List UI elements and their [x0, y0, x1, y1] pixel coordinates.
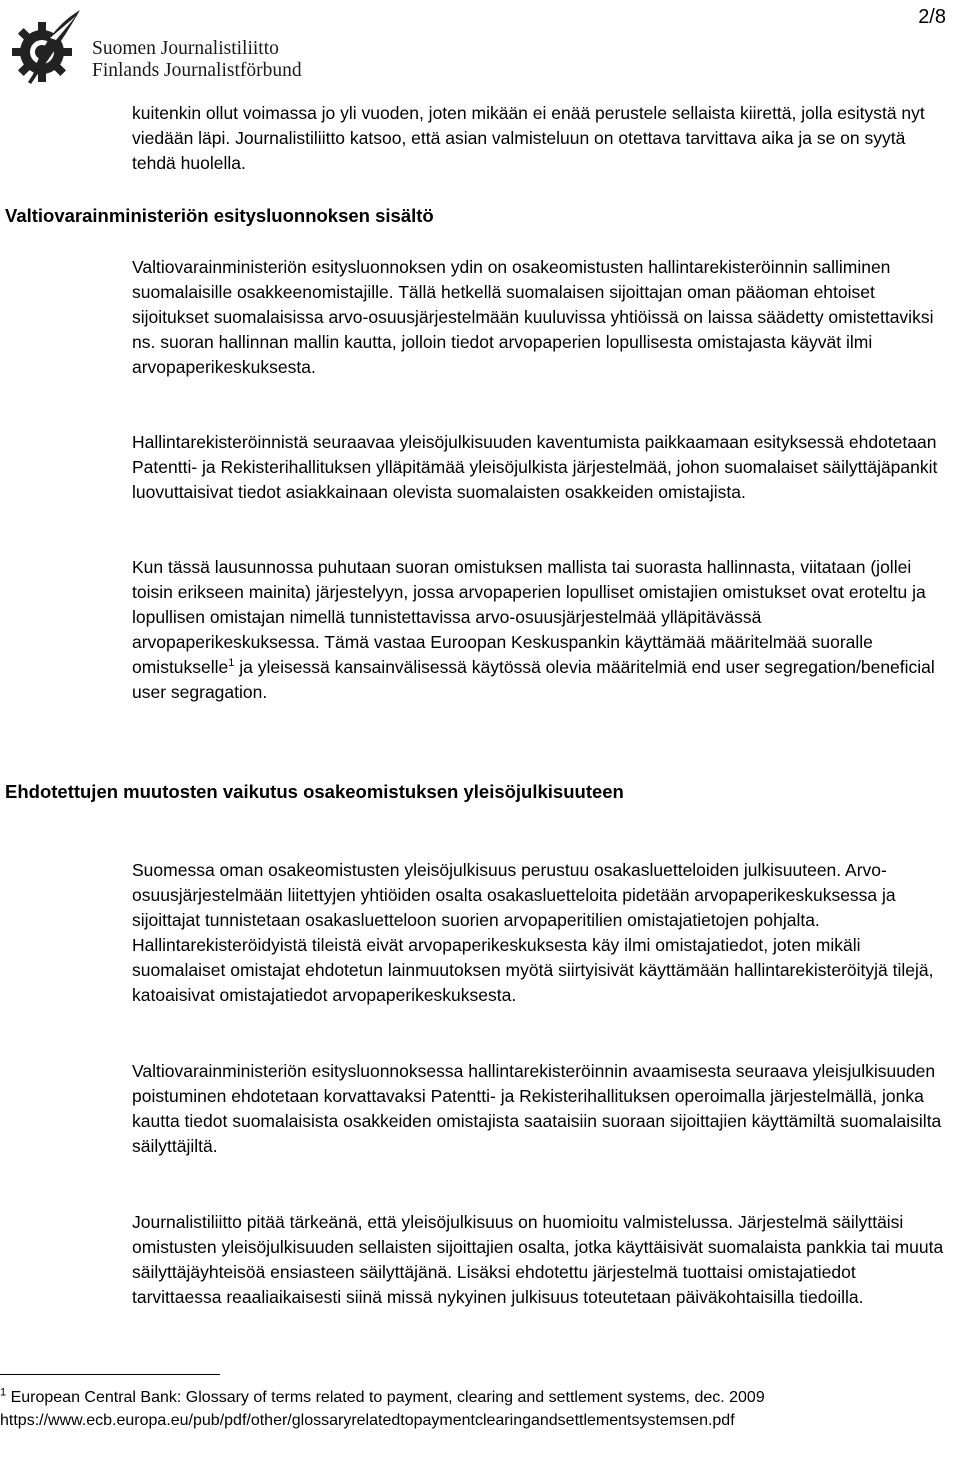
- paragraph: Suomessa oman osakeomistusten yleisöjulkisuus perustuu osakasluetteloiden julkisuuteen. Arvo-osuusjärjestelmään liitettyjen yhtiöiden osalta osakasluetteloita pidetään arvopaperikeskuksessa ja sijoittajat tunnistetaan osakasluetteloon suorien arvopaperitilien omistajatietojen pohjalta. Hallintarekisteröidyistä tileistä eivät arvopaperikeskuksesta käy ilmi omistajatiedot, joten mikäli suomalaiset omistajat ehdotetun lainmuutoksen myötä siirtyisivät käyttämään hallintarekisteröityjä tilejä, katoaisivat omistajatiedot arvopaperikeskuksesta.: [132, 860, 934, 1005]
- footnote-divider: [0, 1374, 220, 1375]
- footnote-reference[interactable]: 1: [228, 657, 235, 670]
- organization-logo: [10, 8, 340, 88]
- paragraph-text: Kun tässä lausunnossa puhutaan suoran omistuksen mallista tai suorasta hallinnasta, viitataan (jollei toisin erikseen mainita) järjestelyyn, jossa arvopaperien lopulliset omistajien omistukset ovat eroteltu ja lopullisen omistajan nimellä tunnistettavissa arvo-osuusjärjestelmää ylläpitävässä arvopaperikeskuksessa. Tämä vastaa Euroopan Keskuspankin käyttämää määritelmää suoralle omistukselle: [132, 557, 926, 677]
- footnote: [0, 1386, 955, 1432]
- footnote-link[interactable]: https://www.ecb.europa.eu/pub/pdf/other/glossaryrelatedtopaymentclearingandsettlementsystemsen.pdf: [0, 1412, 735, 1429]
- logo-text-swedish: Finlands Journalistförbund: [92, 60, 302, 81]
- paragraph: Journalistiliitto pitää tärkeänä, että yleisöjulkisuus on huomioitu valmistelussa. Järjestelmä säilyttäisi omistusten yleisöjulkisuuden sellaisten sijoittajien osalta, jotka käyttäisivät suomalaista pankkia tai muuta säilyttäjäyhteisöä ensiasteen säilyttäjänä. Lisäksi ehdotettu järjestelmä tuottaisi omistajatiedot tarvittaessa reaaliaikaisesti siinä missä nykyinen julkisuus toteutetaan päiväkohtaisilla tiedoilla.: [132, 1212, 944, 1307]
- paragraph-text: ja yleisessä kansainvälisessä käytössä olevia määritelmiä end user segregation/beneficial user segragation.: [132, 657, 935, 702]
- quill-emblem-icon: [10, 8, 82, 84]
- paragraph: Valtiovarainministeriön esitysluonnoksen ydin on osakeomistusten hallintarekisteröinnin salliminen suomalaisille osakkeenomistajille. Tällä hetkellä suomalaisen sijoittajan oman pääoman ehtoiset sijoitukset suomalaisissa arvo-osuusjärjestelmään kuuluvissa yhtiöissä on laissa säädetty omistettaviksi ns. suoran hallinnan mallin kautta, jolloin tiedot arvopaperien lopullisesta omistajasta käyvät ilmi arvopaperikeskuksesta.: [132, 257, 934, 377]
- intro-paragraph: kuitenkin ollut voimassa jo yli vuoden, joten mikään ei enää perustele sellaista kiirettä, jolla esitystä nyt viedään läpi. Journalistiliitto katsoo, että asian valmisteluun on otettava tarvittava aika ja se on syytä tehdä huolella.: [132, 103, 925, 173]
- paragraph-with-footnote: [132, 555, 948, 705]
- footnote-marker: 1: [0, 1386, 7, 1399]
- paragraph: Hallintarekisteröinnistä seuraavaa yleisöjulkisuuden kaventumista paikkaamaan esityksessä ehdotetaan Patentti- ja Rekisterihallituksen ylläpitämää yleisöjulkista järjestelmää, johon suomalaiset säilyttäjäpankit luovuttaisivat tiedot asiakkainaan olevista suomalaisten osakkeiden omistajista.: [132, 432, 938, 502]
- paragraph: Valtiovarainministeriön esitysluonnoksessa hallintarekisteröinnin avaamisesta seuraava yleisjulkisuuden poistuminen ehdotetaan korvattavaksi Patentti- ja Rekisterihallituksen operoimalla järjestelmällä, jonka kautta tiedot suomalaisista osakkeiden omistajista saataisiin suoraan sijoittajien käyttämiltä suomalaisilta säilyttäjiltä.: [132, 1061, 942, 1156]
- section-heading-impact: Ehdotettujen muutosten vaikutus osakeomistuksen yleisöjulkisuuteen: [5, 781, 624, 802]
- footnote-text: European Central Bank: Glossary of terms related to payment, clearing and settlement systems, dec. 2009: [6, 1389, 765, 1406]
- section-heading-content: Valtiovarainministeriön esitysluonnoksen sisältö: [5, 205, 434, 226]
- page-number: 2/8: [918, 6, 946, 28]
- logo-text-finnish: Suomen Journalistiliitto: [92, 38, 279, 59]
